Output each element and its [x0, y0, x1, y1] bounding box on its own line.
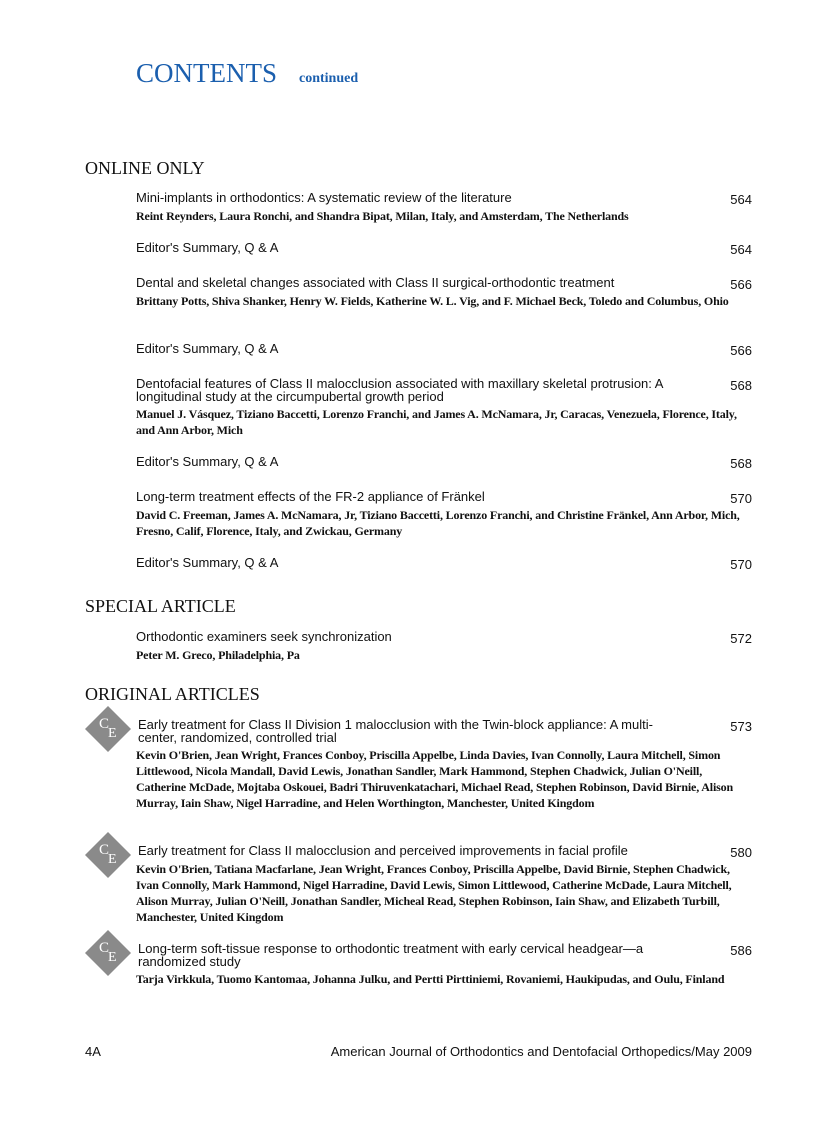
section-heading: SPECIAL ARTICLE: [85, 596, 236, 616]
entry-title[interactable]: Editor's Summary, Q & A: [136, 341, 279, 356]
svg-text:C: C: [99, 940, 110, 956]
ce-credit-icon: [85, 930, 131, 976]
entry-title[interactable]: Editor's Summary, Q & A: [136, 454, 279, 469]
entry-authors: Brittany Potts, Shiva Shanker, Henry W. Fields, Katherine W. L. Vig, and F. Michael Beck, Toledo and Columbus, Ohio: [136, 293, 729, 308]
entry-authors: Kevin O'Brien, Tatiana Macfarlane, Jean Wright, Frances Conboy, Priscilla Appelbe, David Birnie, Stephen Chadwick, Ivan Connolly, Mark Hammond, Nigel Harradine, David Lewis, Simon Littlewood, Catherine McDade, Laura Mitchell, Alison Murray, Julian O'Neill, Jonathan Sandler, Micheal Read, Stephen Robinson, Iain Shaw, and Elizabeth Turbill, Manchester, United Kingdom: [136, 861, 732, 924]
entry-authors: Reint Reynders, Laura Ronchi, and Shandra Bipat, Milan, Italy, and Amsterdam, The Netherlands: [136, 208, 629, 223]
entry-authors: Peter M. Greco, Philadelphia, Pa: [136, 647, 300, 662]
entry-authors: Tarja Virkkula, Tuomo Kantomaa, Johanna Julku, and Pertti Pirttiniemi, Rovaniemi, Haukipudas, and Oulu, Finland: [136, 972, 725, 986]
toc-entry[interactable]: [136, 242, 752, 255]
toc-entry[interactable]: [138, 719, 752, 811]
entry-authors: Kevin O'Brien, Jean Wright, Frances Conboy, Priscilla Appelbe, Linda Davies, Ivan Connolly, Laura Mitchell, Simon Littlewood, Nicola Mandall, David Lewis, Jonathan Sandler, Mark Hammond, Stephen Chadwick, Julian O'Neill, Catherine McDade, Mojtaba Oskouei, Badri Thiruvenkatachari, Michael Read, Stephen Robinson, David Birnie, Alison Murray, Iain Shaw, Nigel Harradine, and Helen Worthington, Manchester, United Kingdom: [136, 748, 734, 810]
entry-page-number: 566: [730, 277, 752, 292]
entry-page-number: 573: [730, 719, 752, 734]
ce-credit-icon: [85, 832, 131, 878]
toc-entry[interactable]: [136, 378, 752, 438]
toc-entry[interactable]: [136, 557, 752, 570]
ce-credit-icon: [85, 706, 131, 752]
toc-entry[interactable]: [136, 631, 752, 663]
toc-entry[interactable]: [136, 456, 752, 469]
entry-title[interactable]: Dentofacial features of Class II malocclusion associated with maxillary skeletal protrusion: A longitudinal study at the circumpubertal growth period: [136, 376, 663, 404]
entry-title[interactable]: Dental and skeletal changes associated with Class II surgical-orthodontic treatment: [136, 275, 615, 290]
toc-entry[interactable]: [136, 192, 752, 224]
entry-page-number: 580: [730, 845, 752, 860]
page-subtitle: continued: [299, 71, 359, 86]
entry-page-number: 566: [730, 343, 752, 358]
section-heading: ORIGINAL ARTICLES: [85, 684, 260, 704]
toc-entry[interactable]: [138, 845, 752, 925]
page-title: CONTENTS: [136, 58, 277, 88]
entry-title[interactable]: Mini-implants in orthodontics: A systematic review of the literature: [136, 190, 512, 205]
svg-text:E: E: [108, 950, 117, 965]
entry-page-number: 572: [730, 631, 752, 646]
entry-title[interactable]: Early treatment for Class II Division 1 malocclusion with the Twin-block appliance: A multi-center, randomized, controlled trial: [138, 717, 653, 745]
toc-entry[interactable]: [136, 277, 752, 309]
entry-page-number: 570: [730, 557, 752, 572]
toc-entry[interactable]: [138, 943, 752, 987]
page-header: [136, 58, 358, 89]
entry-title[interactable]: Long-term treatment effects of the FR-2 appliance of Fränkel: [136, 489, 485, 504]
entry-title[interactable]: Early treatment for Class II malocclusion and perceived improvements in facial profile: [138, 843, 628, 858]
entry-page-number: 586: [730, 943, 752, 958]
entry-title[interactable]: Editor's Summary, Q & A: [136, 240, 279, 255]
entry-page-number: 570: [730, 491, 752, 506]
entry-title[interactable]: Editor's Summary, Q & A: [136, 555, 279, 570]
svg-text:C: C: [99, 842, 110, 858]
entry-authors: David C. Freeman, James A. McNamara, Jr, Tiziano Baccetti, Lorenzo Franchi, and Christine Fränkel, Ann Arbor, Mich, Fresno, Calif, Florence, Italy, and Zwickau, Germany: [136, 507, 740, 538]
entry-authors: Manuel J. Vásquez, Tiziano Baccetti, Lorenzo Franchi, and James A. McNamara, Jr, Caracas, Venezuela, Florence, Italy, and Ann Arbor, Mich: [136, 407, 737, 437]
footer-journal: American Journal of Orthodontics and Dentofacial Orthopedics/May 2009: [330, 1044, 752, 1059]
entry-page-number: 568: [730, 378, 752, 393]
entry-title[interactable]: Orthodontic examiners seek synchronization: [136, 629, 392, 644]
section-heading: ONLINE ONLY: [85, 158, 205, 178]
svg-text:C: C: [99, 716, 110, 732]
svg-text:E: E: [108, 852, 117, 867]
toc-entry[interactable]: [136, 491, 752, 539]
svg-text:E: E: [108, 726, 117, 741]
footer-page-number: 4A: [85, 1044, 101, 1059]
toc-entry[interactable]: [136, 343, 752, 356]
entry-title[interactable]: Long-term soft-tissue response to orthodontic treatment with early cervical headgear—a randomized study: [138, 941, 644, 969]
entry-page-number: 564: [730, 192, 752, 207]
entry-page-number: 568: [730, 456, 752, 471]
entry-page-number: 564: [730, 242, 752, 257]
